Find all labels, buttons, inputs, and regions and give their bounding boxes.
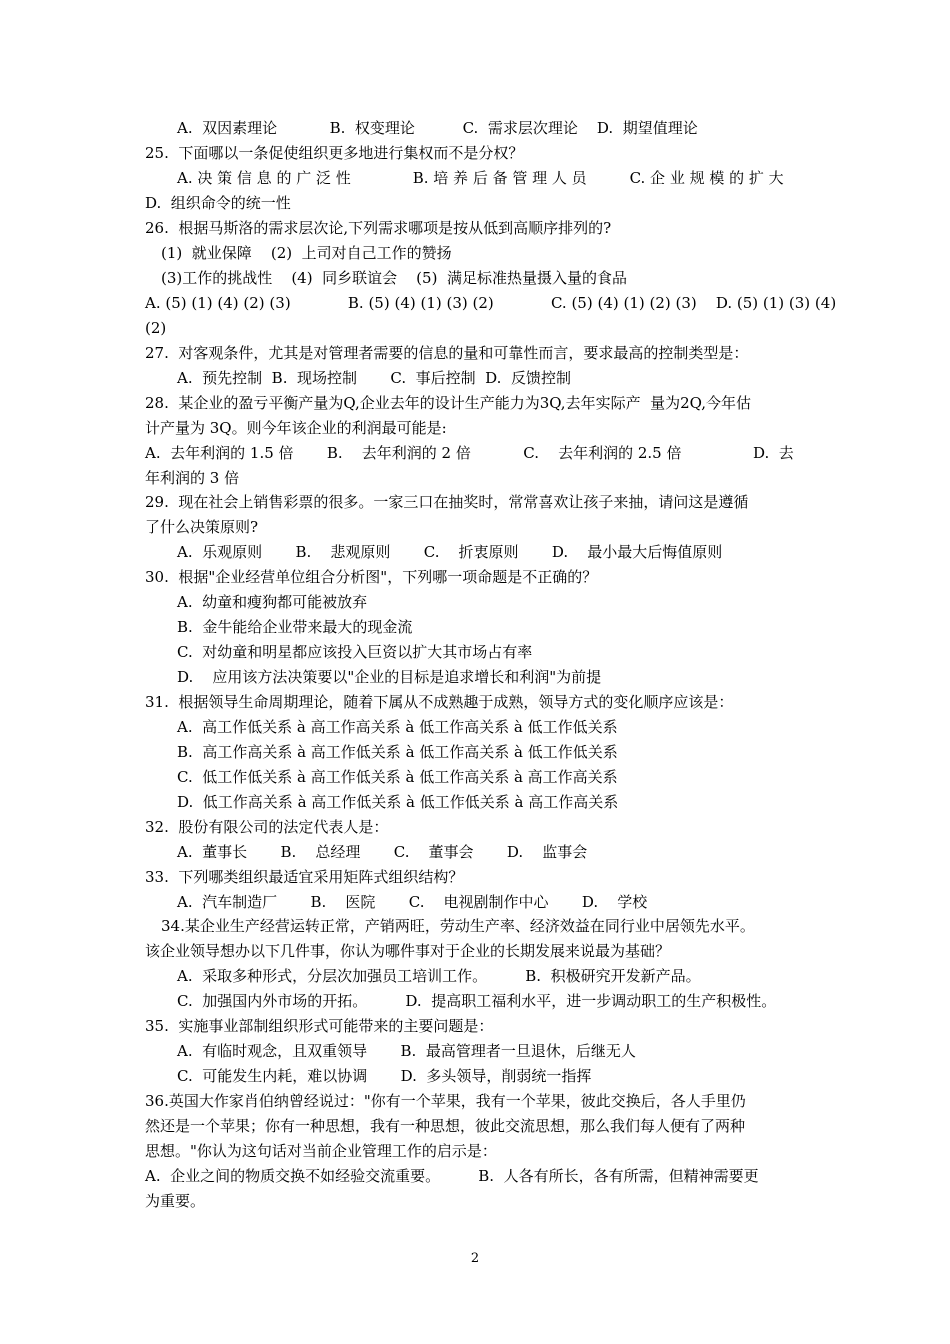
text-line: B. 金牛能给企业带来最大的现金流 [177,618,413,636]
text-line: 35. 实施事业部制组织形式可能带来的主要问题是： [145,1017,494,1035]
text-line: A. 采取多种形式，分层次加强员工培训工作。 B. 积极研究开发新产品。 [177,967,701,985]
text-line: 年利润的 3 倍 [145,469,240,487]
text-line: 29. 现在社会上销售彩票的很多。一家三口在抽奖时，常常喜欢让孩子来抽，请问这是遵循 [145,493,749,511]
text-line: D. 低工作高关系 à 高工作低关系 à 低工作低关系 à 高工作高关系 [177,793,619,811]
text-line: A. 去年利润的 1.5 倍 B. 去年利润的 2 倍 C. 去年利润的 2.5 倍 D. 去 [145,444,794,462]
text-line: 25. 下面哪以一条促使组织更多地进行集权而不是分权？ [145,144,524,162]
text-line: D. 应用该方法决策要以"企业的目标是追求增长和利润"为前提 [177,668,602,686]
text-line: B. 高工作高关系 à 高工作低关系 à 低工作高关系 à 低工作低关系 [177,743,618,761]
text-line: A. 董事长 B. 总经理 C. 董事会 D. 监事会 [177,843,588,861]
text-line: 28. 某企业的盈亏平衡产量为Q,企业去年的设计生产能力为3Q,去年实际产 量为2Q,今年估 [145,394,751,412]
text-line: 36.英国大作家肖伯纳曾经说过："你有一个苹果，我有一个苹果，彼此交换后，各人手里仍 [145,1092,746,1110]
text-line: (1) 就业保障 (2) 上司对自己工作的赞扬 [161,244,452,262]
text-line: 然还是一个苹果；你有一种思想，我有一种思想，彼此交流思想，那么我们每人便有了两种 [145,1117,746,1135]
text-line: 了什么决策原则? [145,518,259,536]
text-line: C. 加强国内外市场的开拓。 D. 提高职工福利水平，进一步调动职工的生产积极性。 [177,992,777,1010]
text-line: A. 幼童和瘦狗都可能被放弃 [177,593,368,611]
text-line: 为重要。 [145,1192,206,1210]
text-line: C. 对幼童和明星都应该投入巨资以扩大其市场占有率 [177,643,533,661]
text-line: (2) [145,319,167,337]
text-line: A. 乐观原则 B. 悲观原则 C. 折衷原则 D. 最小最大后悔值原则 [177,543,723,561]
text-line: (3)工作的挑战性 (4) 同乡联谊会 (5) 满足标准热量摄入量的食品 [161,269,627,287]
page-number: 2 [470,1251,480,1266]
text-line: 32. 股份有限公司的法定代表人是： [145,818,389,836]
text-line: A. 双因素理论 B. 权变理论 C. 需求层次理论 D. 期望值理论 [177,119,698,137]
text-line: 34.某企业生产经营运转正常，产销两旺，劳动生产率、经济效益在同行业中居领先水平。 [161,917,755,935]
text-line: A. 决 策 信 息 的 广 泛 性 B. 培 养 后 备 管 理 人 员 C. 企 业 规 模 的 扩 大 [177,169,784,187]
text-line: C. 低工作低关系 à 高工作低关系 à 低工作高关系 à 高工作高关系 [177,768,618,786]
text-line: 该企业领导想办以下几件事，你认为哪件事对于企业的长期发展来说最为基础？ [145,942,671,960]
text-line: A. 预先控制 B. 现场控制 C. 事后控制 D. 反馈控制 [177,369,571,387]
text-line: A. 企业之间的物质交换不如经验交流重要。 B. 人各有所长，各有所需，但精神需要更 [145,1167,759,1185]
text-line: 27. 对客观条件，尤其是对管理者需要的信息的量和可靠性而言，要求最高的控制类型是： [145,344,749,362]
text-line: A. 高工作低关系 à 高工作高关系 à 低工作高关系 à 低工作低关系 [177,718,618,736]
text-line: 30. 根据"企业经营单位组合分析图"，下列哪一项命题是不正确的？ [145,568,598,586]
text-line: C. 可能发生内耗，难以协调 D. 多头领导，削弱统一指挥 [177,1067,592,1085]
text-line: A. 汽车制造厂 B. 医院 C. 电视剧制作中心 D. 学校 [177,893,648,911]
text-line: 26. 根据马斯洛的需求层次论,下列需求哪项是按从低到高顺序排列的? [145,219,612,237]
text-line: 31. 根据领导生命周期理论，随着下属从不成熟趣于成熟，领导方式的变化顺序应该是： [145,693,734,711]
text-line: A. 有临时观念，且双重领导 B. 最高管理者一旦退休，后继无人 [177,1042,636,1060]
text-line: D. 组织命令的统一性 [145,194,291,212]
text-line: A. (5) (1) (4) (2) (3) B. (5) (4) (1) (3) (2) C. (5) (4) (1) (2) (3) D. (5) (1) (3) (4) [145,294,837,312]
text-line: 计产量为 3Q。则今年该企业的利润最可能是: [145,419,447,437]
text-line: 33. 下列哪类组织最适宜采用矩阵式组织结构？ [145,868,464,886]
text-line: 思想。"你认为这句话对当前企业管理工作的启示是： [145,1142,497,1160]
